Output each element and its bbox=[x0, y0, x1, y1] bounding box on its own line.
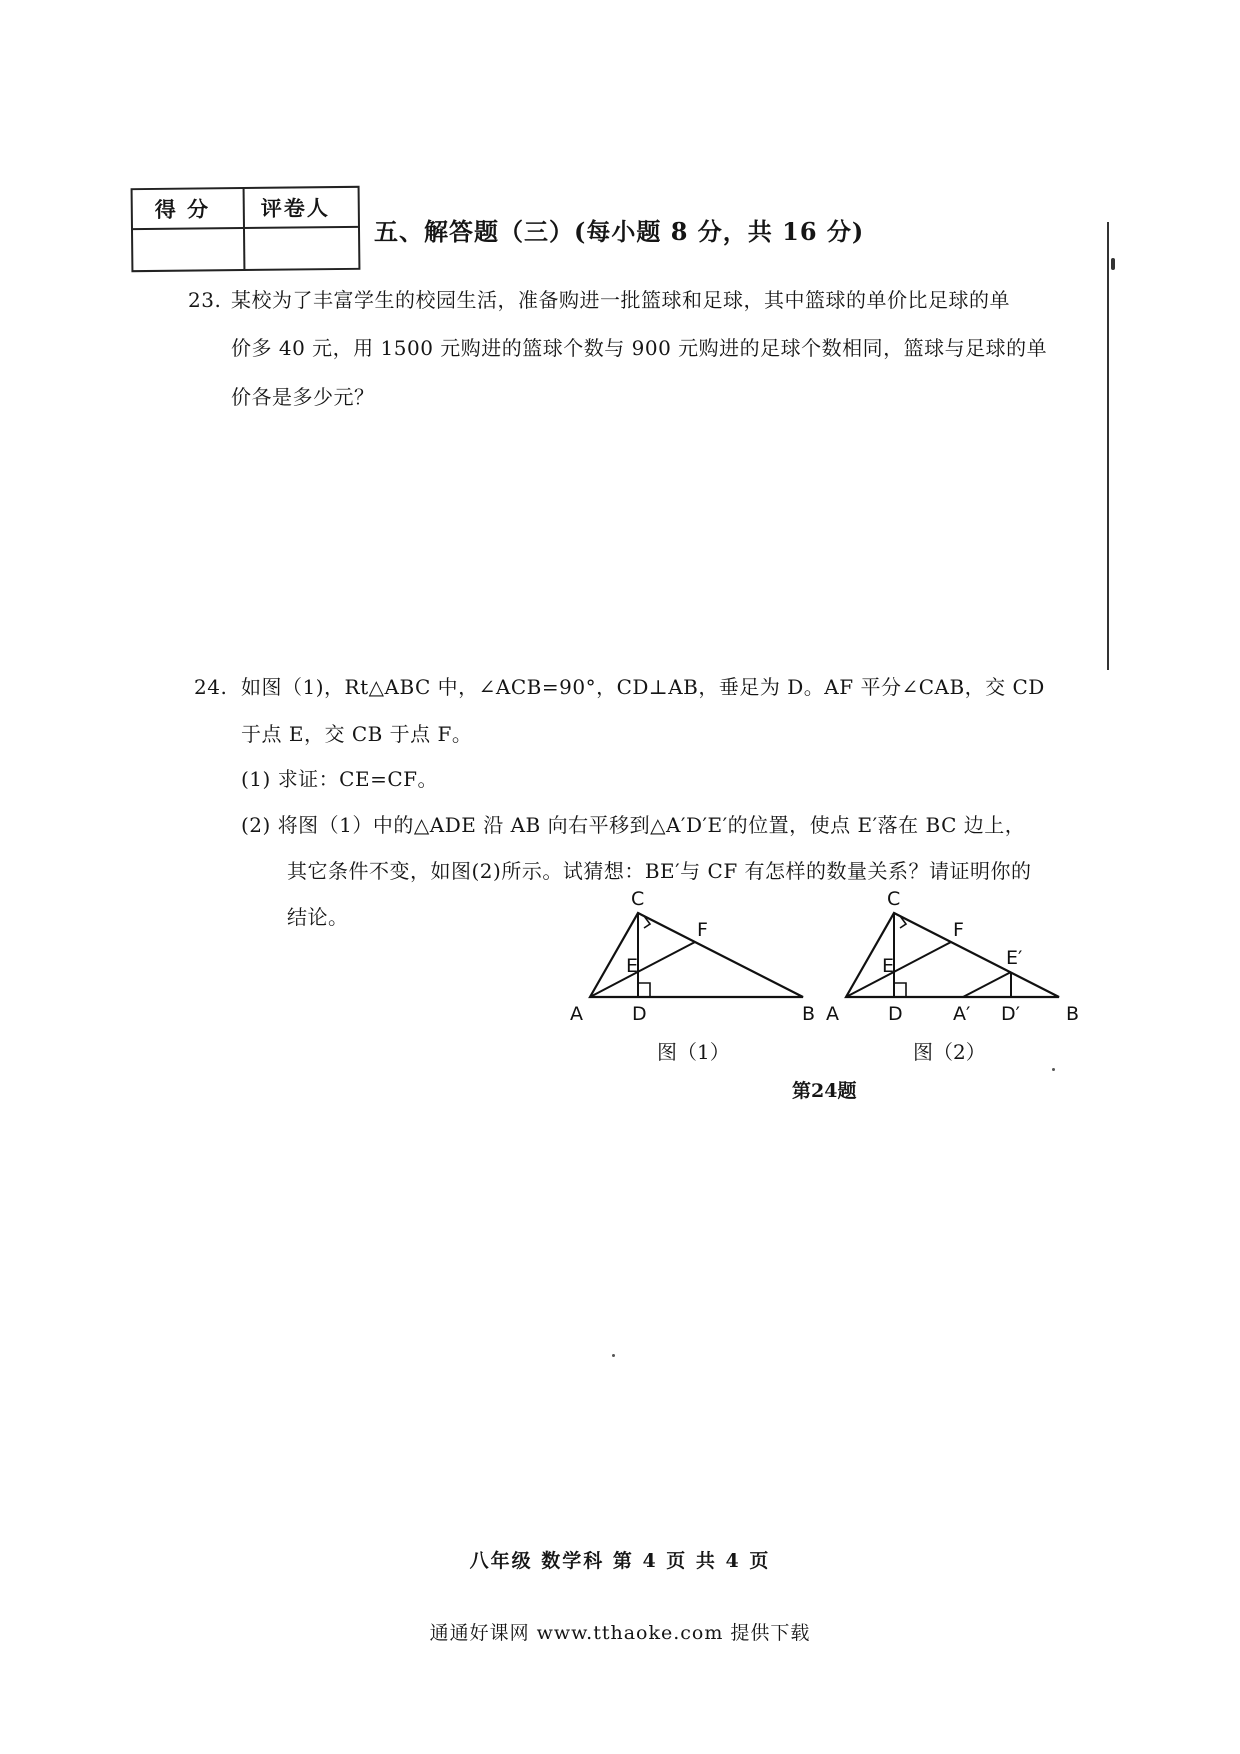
download-watermark: 通通好课网 www.tthaoke.com 提供下载 bbox=[429, 1622, 811, 1644]
grader-input-cell[interactable] bbox=[245, 228, 357, 267]
label-e: E bbox=[882, 955, 895, 977]
figure-2-caption: 图（2） bbox=[913, 1040, 986, 1064]
label-f: F bbox=[697, 919, 708, 941]
q24-part1: (1) 求证：CE=CF。 bbox=[241, 767, 439, 791]
label-f: F bbox=[953, 919, 964, 941]
q24-part2-line-3: 结论。 bbox=[287, 905, 349, 929]
q24-number: 24. bbox=[194, 675, 228, 699]
q23-line-2: 价多 40 元，用 1500 元购进的篮球个数与 900 元购进的足球个数相同，篮球与足球的单 bbox=[231, 336, 1048, 360]
q23-line-1: 某校为了丰富学生的校园生活，准备购进一批篮球和足球，其中篮球的单价比足球的单 bbox=[231, 288, 1010, 312]
label-c: C bbox=[631, 888, 645, 910]
label-b: B bbox=[1066, 1003, 1080, 1025]
scan-speck bbox=[612, 1354, 615, 1357]
label-a-prime: A′ bbox=[953, 1003, 971, 1025]
figure-1 bbox=[570, 880, 830, 1040]
page-footer: 八年级 数学科 第 4 页 共 4 页 bbox=[469, 1550, 771, 1572]
q24-line-2: 于点 E，交 CB 于点 F。 bbox=[241, 722, 473, 746]
q23-line-3: 价各是多少元？ bbox=[231, 385, 375, 409]
q24-part2-line-2: 其它条件不变，如图(2)所示。试猜想：BE′与 CF 有怎样的数量关系？请证明你的 bbox=[287, 859, 1032, 883]
q23-answer-area[interactable] bbox=[231, 430, 1061, 650]
q23-number: 23. bbox=[188, 288, 222, 312]
figure-2 bbox=[826, 880, 1096, 1040]
label-e-prime: E′ bbox=[1006, 947, 1023, 969]
label-a: A bbox=[570, 1003, 583, 1025]
label-d: D bbox=[888, 1003, 903, 1025]
margin-mark bbox=[1111, 258, 1115, 270]
page-right-border bbox=[1107, 222, 1109, 670]
right-angle-d-mark bbox=[894, 983, 906, 997]
section-title: 五、解答题（三）(每小题 8 分，共 16 分) bbox=[374, 217, 865, 246]
label-e: E bbox=[626, 955, 639, 977]
label-d-prime: D′ bbox=[1001, 1003, 1020, 1025]
right-angle-d-mark bbox=[638, 983, 650, 997]
score-box bbox=[131, 186, 361, 272]
label-d: D bbox=[632, 1003, 647, 1025]
label-b: B bbox=[802, 1003, 816, 1025]
figure-1-caption: 图（1） bbox=[657, 1040, 730, 1064]
score-input-cell[interactable] bbox=[135, 229, 241, 268]
score-label: 得 分 bbox=[154, 196, 211, 222]
q24-line-1: 如图（1)，Rt△ABC 中，∠ACB=90°，CD⊥AB，垂足为 D。AF 平分∠CAB，交 CD bbox=[241, 675, 1045, 699]
figure-title: 第24题 bbox=[792, 1080, 857, 1102]
label-a: A bbox=[826, 1003, 839, 1025]
scan-speck bbox=[1052, 1068, 1055, 1071]
q24-part2-line-1: (2) 将图（1）中的△ADE 沿 AB 向右平移到△A′D′E′的位置，使点 E′落在 BC 边上， bbox=[241, 813, 1026, 837]
grader-label: 评卷人 bbox=[260, 195, 330, 221]
label-c: C bbox=[887, 888, 901, 910]
segment-a-prime-e-prime bbox=[963, 972, 1011, 997]
